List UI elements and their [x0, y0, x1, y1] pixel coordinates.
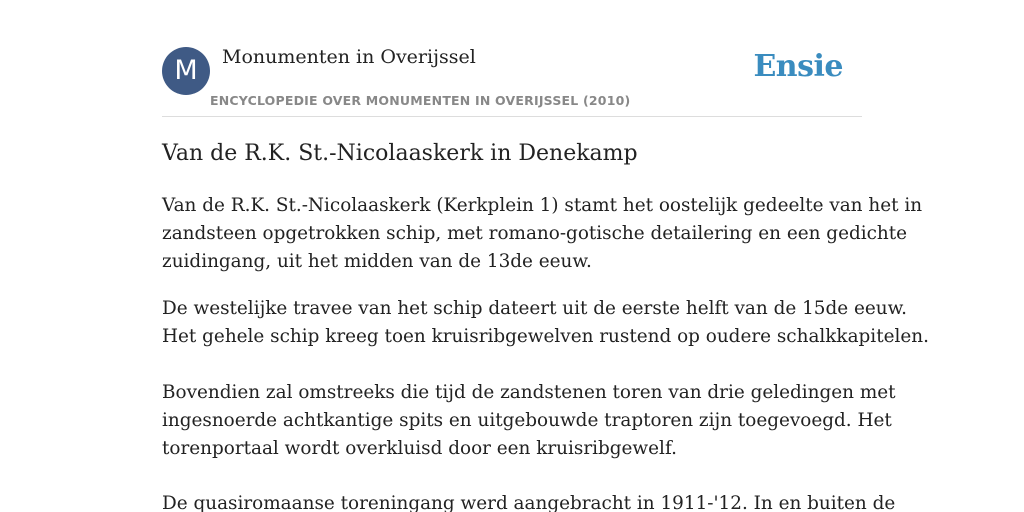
paragraph-line: De westelijke travee van het schip dateert uit de eerste helft van de 15de eeuw.	[162, 298, 908, 319]
source-avatar[interactable]: M	[162, 47, 210, 95]
paragraph-line: Het gehele schip kreeg toen kruisribgewelven rustend op oudere schalkkapitelen.	[162, 326, 929, 347]
article-paragraph	[162, 295, 929, 351]
paragraph-line: Bovendien zal omstreeks die tijd de zandstenen toren van drie geledingen met	[162, 382, 896, 403]
article-paragraph	[162, 490, 896, 512]
source-header	[162, 0, 862, 117]
paragraph-line: Van de R.K. St.-Nicolaaskerk (Kerkplein 1) stamt het oostelijk gedeelte van het in	[162, 195, 923, 216]
article-title: Van de R.K. St.-Nicolaaskerk in Denekamp	[162, 141, 638, 166]
article-paragraph	[162, 192, 923, 276]
paragraph-line: ingesnoerde achtkantige spits en uitgebouwde traptoren zijn toegevoegd. Het	[162, 410, 892, 431]
source-title-link[interactable]: Monumenten in Overijssel	[222, 46, 476, 68]
paragraph-line: torenportaal wordt overkluisd door een kruisribgewelf.	[162, 438, 677, 459]
paragraph-line: De quasiromaanse toreningang werd aangebracht in 1911-'12. In en buiten de	[162, 493, 896, 512]
paragraph-line: zandsteen opgetrokken schip, met romano-gotische detailering en een gedichte	[162, 223, 908, 244]
article-paragraph	[162, 379, 896, 463]
paragraph-line: zuidingang, uit het midden van de 13de eeuw.	[162, 251, 592, 272]
page-container	[162, 0, 929, 512]
source-subtitle: ENCYCLOPEDIE OVER MONUMENTEN IN OVERIJSSEL (2010)	[210, 93, 631, 108]
ensie-logo[interactable]: Ensie	[753, 49, 843, 84]
